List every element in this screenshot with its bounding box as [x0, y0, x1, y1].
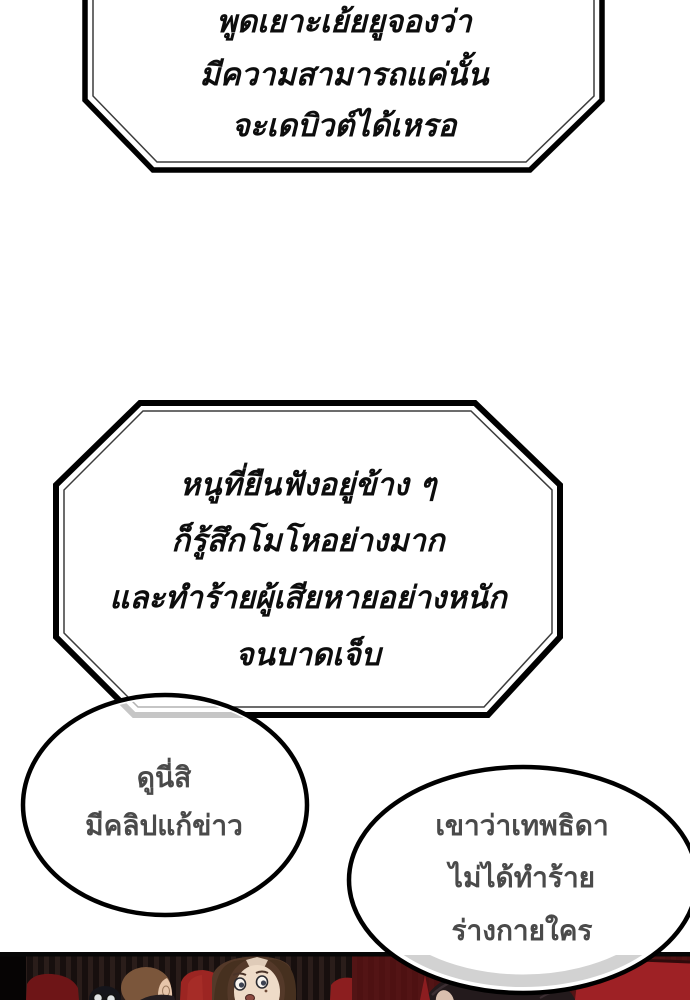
speech-bubble-right	[349, 767, 690, 993]
bubble-left-line-1: ดูนี่สิ	[136, 761, 192, 794]
bubble-right-line-3: ร่างกายใคร	[451, 914, 593, 947]
surprised-woman	[212, 956, 296, 1000]
bubble-right-line-1: เขาว่าเทพธิดา	[435, 809, 609, 842]
narration-top-line-3: จะเดบิวต์ได้เหรอ	[231, 108, 457, 144]
bubble-left-line-2: มีคลิปแก้ข่าว	[85, 809, 243, 842]
narration-top-line-2: มีความสามารถแค่นั้น	[199, 57, 489, 93]
narration-mid-line-1: หนูที่ยืนฟังอยู่ข้าง ๆ	[179, 467, 437, 503]
narration-top-line-1: พูดเยาะเย้ยยูจองว่า	[216, 4, 472, 40]
narration-box-middle	[56, 403, 560, 715]
narration-mid-line-2: ก็รู้สึกโมโหอย่างมาก	[171, 523, 445, 559]
bubble-right-line-2: ไม่ได้ทำร้าย	[448, 861, 596, 894]
narration-mid-line-3: และทำร้ายผู้เสียหายอย่างหนัก	[109, 580, 507, 616]
narration-mid-line-4: จนบาดเจ็บ	[235, 637, 381, 673]
narration-box-top	[85, 0, 602, 170]
